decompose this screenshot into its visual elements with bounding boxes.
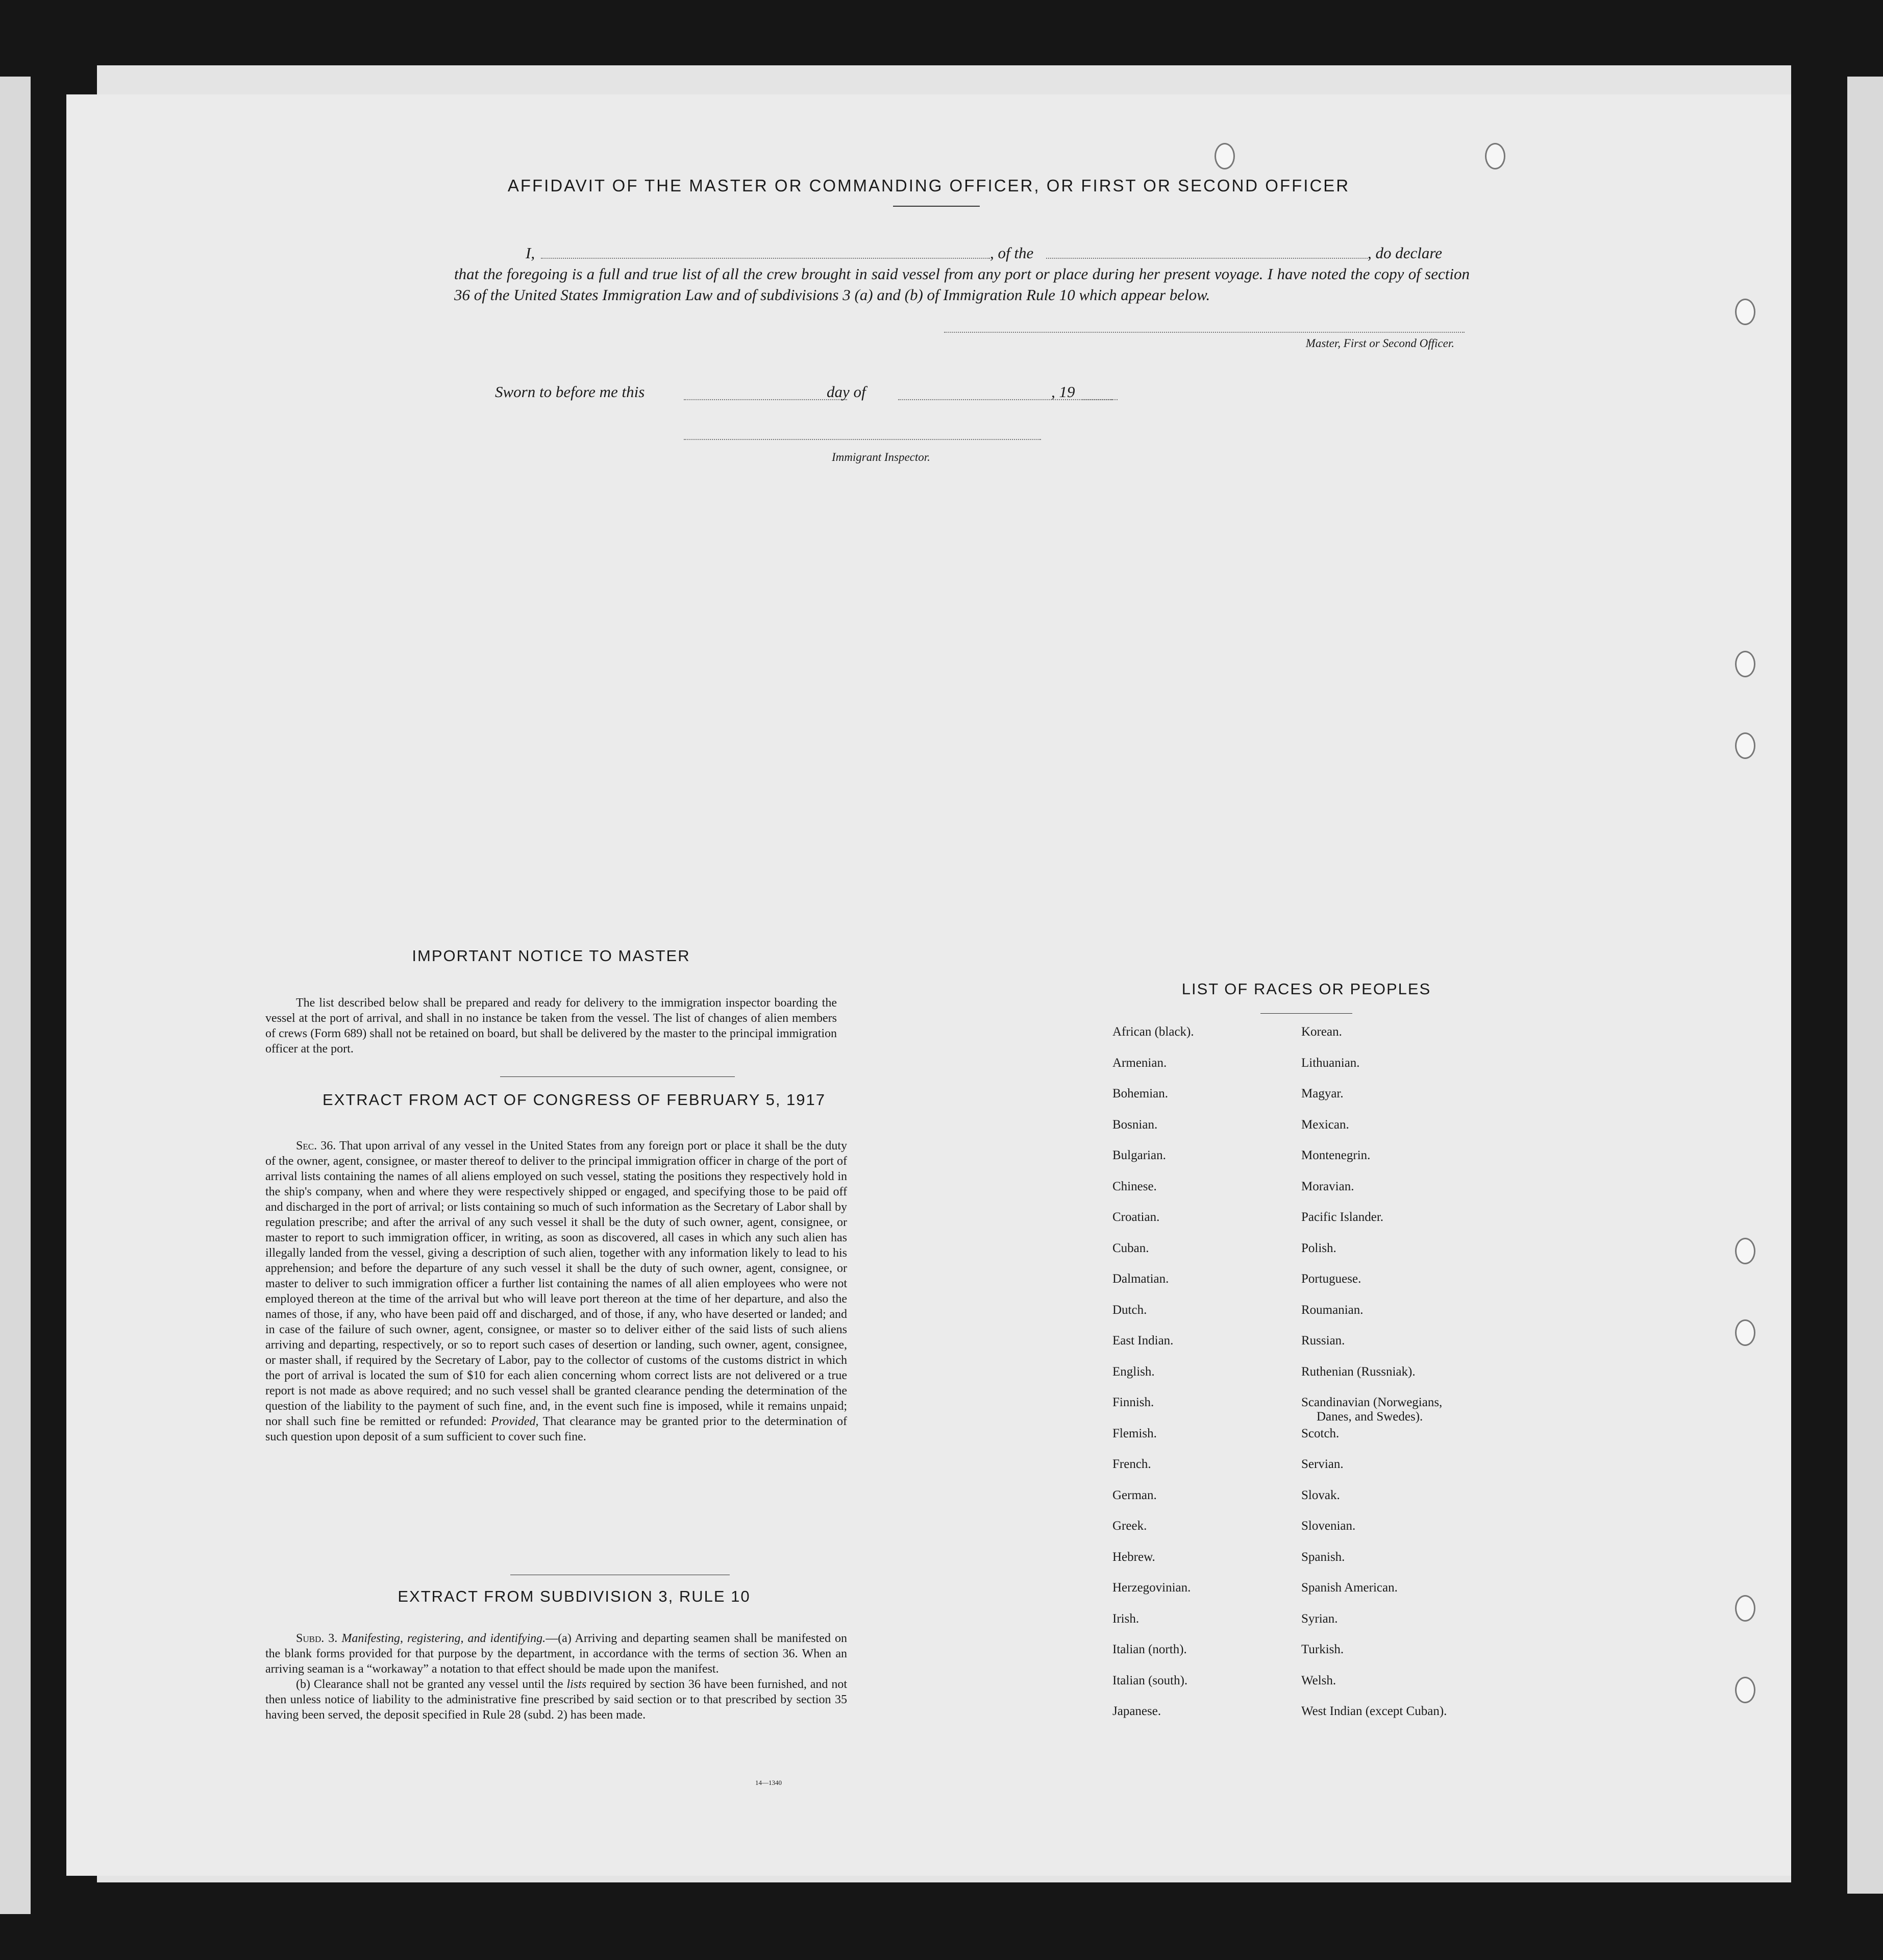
act-body — [265, 1138, 847, 1444]
race-item: Dalmatian. — [1112, 1272, 1169, 1286]
race-item: Cuban. — [1112, 1241, 1149, 1255]
affidavit-title-rule — [893, 206, 980, 207]
binder-hole-top-1 — [1215, 143, 1235, 169]
race-item: Armenian. — [1112, 1056, 1167, 1070]
race-item: Montenegrin. — [1301, 1148, 1371, 1162]
race-item: Lithuanian. — [1301, 1056, 1360, 1070]
race-item: Turkish. — [1301, 1643, 1344, 1656]
sworn-month-blank[interactable] — [898, 399, 1112, 400]
binder-hole-right-2 — [1735, 651, 1755, 677]
notice-rule — [500, 1076, 735, 1077]
race-item: Mexican. — [1301, 1117, 1349, 1132]
race-item: Servian. — [1301, 1457, 1344, 1471]
sworn-year: , 19 — [1051, 383, 1075, 401]
race-item: West Indian (except Cuban). — [1301, 1704, 1447, 1718]
binder-hole-right-7 — [1735, 1677, 1755, 1703]
races-title-rule — [1260, 1013, 1352, 1014]
race-item: Irish. — [1112, 1611, 1139, 1626]
affidavit-of-the: , of the — [990, 244, 1034, 262]
form-number: 14—1340 — [755, 1779, 782, 1786]
act-title: EXTRACT FROM ACT OF CONGRESS OF FEBRUARY 5, 1917 — [322, 1091, 826, 1109]
race-item: Russian. — [1301, 1334, 1345, 1348]
race-item: Bulgarian. — [1112, 1148, 1166, 1162]
act-provided-text: That clearance may be granted prior to the determination of such question upon deposit of a sum sufficient to cover such fine. — [265, 1415, 847, 1443]
race-item: Bosnian. — [1112, 1117, 1158, 1132]
race-item: French. — [1112, 1457, 1151, 1471]
adjacent-page-right-edge — [1847, 77, 1883, 1894]
binder-hole-top-2 — [1485, 143, 1505, 169]
adjacent-page-left-edge — [0, 77, 31, 1914]
name-blank[interactable] — [541, 258, 990, 259]
act-section-label: Sec. 36. — [296, 1139, 336, 1153]
race-item: Dutch. — [1112, 1303, 1147, 1317]
sworn-year-blank[interactable] — [1082, 399, 1118, 400]
rule-title: EXTRACT FROM SUBDIVISION 3, RULE 10 — [398, 1587, 751, 1605]
race-item: African (black). — [1112, 1025, 1194, 1039]
rule-part-b-label: (b) — [296, 1678, 310, 1691]
affidavit-statement — [454, 242, 1470, 305]
inspector-signature-blank[interactable] — [684, 439, 1041, 440]
race-item: Croatian. — [1112, 1210, 1160, 1224]
binder-hole-right-1 — [1735, 299, 1755, 325]
race-item: Ruthenian (Russniak). — [1301, 1364, 1416, 1379]
race-item: German. — [1112, 1488, 1157, 1502]
race-item: East Indian. — [1112, 1334, 1174, 1348]
race-item: Polish. — [1301, 1241, 1336, 1255]
binder-hole-right-3 — [1735, 732, 1755, 759]
race-item: Herzegovinian. — [1112, 1581, 1191, 1595]
rule-subd-label: Subd. 3. — [296, 1632, 338, 1645]
notice-body: The list described below shall be prepared and ready for delivery to the immigration inspector boarding the vessel at the port of arrival, and shall in no instance be taken from the vessel. The list of changes of alien members of crews (Form 689) shall not be retained on board, but shall be delivered by the master to the principal immigration officer at the port. — [265, 996, 837, 1056]
race-item: Slovak. — [1301, 1488, 1340, 1502]
race-item: Scandinavian (Norwegians, — [1301, 1395, 1443, 1409]
vessel-blank[interactable] — [1046, 258, 1368, 259]
rule-part-b-lists: lists — [566, 1678, 587, 1691]
race-item: Pacific Islander. — [1301, 1210, 1384, 1224]
affidavit-i: I, — [526, 244, 535, 262]
signature-blank[interactable] — [944, 332, 1465, 333]
inspector-caption: Immigrant Inspector. — [832, 451, 930, 463]
binder-hole-right-5 — [1735, 1319, 1755, 1346]
race-item: Scotch. — [1301, 1426, 1340, 1440]
races-title: LIST OF RACES OR PEOPLES — [1181, 980, 1431, 998]
notice-title: IMPORTANT NOTICE TO MASTER — [412, 947, 690, 965]
race-item: Moravian. — [1301, 1179, 1354, 1193]
race-item: Welsh. — [1301, 1673, 1336, 1687]
document-page — [66, 94, 1791, 1876]
race-item: Japanese. — [1112, 1704, 1161, 1718]
affidavit-do-declare: , do declare — [1368, 244, 1443, 262]
race-item: English. — [1112, 1364, 1155, 1379]
rule-part-b-text-1: Clearance shall not be granted any vessel until the — [313, 1678, 563, 1691]
sworn-prefix: Sworn to before me this — [495, 383, 645, 401]
race-item: Magyar. — [1301, 1087, 1344, 1100]
race-item: Bohemian. — [1112, 1087, 1169, 1100]
binder-hole-right-6 — [1735, 1595, 1755, 1622]
binder-hole-right-4 — [1735, 1238, 1755, 1264]
race-item: Italian (north). — [1112, 1643, 1187, 1656]
race-item: Korean. — [1301, 1025, 1342, 1039]
race-item: Slovenian. — [1301, 1519, 1356, 1533]
race-item: Syrian. — [1301, 1611, 1338, 1626]
rule-subd-heading: Manifesting, registering, and identifying. — [341, 1632, 546, 1645]
race-item: Flemish. — [1112, 1426, 1157, 1440]
sworn-day-of: day of — [827, 383, 866, 401]
affidavit-declaration-line — [454, 242, 1470, 263]
race-item: Roumanian. — [1301, 1303, 1364, 1317]
race-item: Danes, and Swedes). — [1317, 1410, 1423, 1424]
race-item: Italian (south). — [1112, 1673, 1188, 1687]
race-item: Chinese. — [1112, 1179, 1157, 1193]
signature-caption: Master, First or Second Officer. — [1305, 337, 1454, 350]
affidavit-title: AFFIDAVIT OF THE MASTER OR COMMANDING OFFICER, OR FIRST OR SECOND OFFICER — [507, 176, 1350, 195]
race-item: Hebrew. — [1112, 1550, 1155, 1564]
race-item: Spanish. — [1301, 1550, 1345, 1564]
rule-part-b-text-2: required by section 36 have been furnished, and not then unless notice of liability to the administrative fine prescribed by said section or to that prescribed by section 35 having been served, the deposit specified in Rule 28 (subd. 2) has been made. — [265, 1678, 848, 1722]
rule-part-a-label: —(a) — [546, 1632, 572, 1645]
race-item: Finnish. — [1112, 1395, 1154, 1409]
race-item: Spanish American. — [1301, 1581, 1398, 1595]
race-item: Portuguese. — [1301, 1272, 1361, 1286]
act-section-text: That upon arrival of any vessel in the United States from any foreign port or place it shall be the duty of the owner, agent, consignee, or master thereof to deliver to the principal immigration officer in charge of the port of arrival lists containing the names of all aliens employed on such vessel, stating the positions they respectively hold in the ship's company, when and where they were respectively shipped or engaged, and specifying those to be paid off and discharged in the port of arrival; or lists containing so much of such information as the Secretary of Labor shall by regulation prescribe; and after the arrival of any such vessel it shall be the duty of such owner, agent, consignee, or master to report to such immigration officer, in writing, as soon as discovered, all cases in which any such alien has illegally landed from the vessel, giving a description of such alien, together with any information likely to lead to his apprehension; and before the departure of any such vessel it shall be the duty of such owner, agent, consignee, or master to deliver to such immigration officer a further list containing the names of all alien employees who were not employed thereon at the time of the arrival but who will leave port thereon at the time of her departure, and also the names of those, if any, who have been paid off and discharged, and of those, if any, who have deserted or landed; and in case of the failure of such owner, agent, consignee, or master so to deliver either of the said lists of such aliens arriving and departing, respectively, or so to report such cases of desertion or landing, such owner, agent, consignee, or master shall, if required by the Secretary of Labor, pay to the collector of customs of the customs district in which the port of arrival is located the sum of $10 for each alien concerning whom correct lists are not delivered or a true report is not made as above required; and no such vessel shall be granted clearance pending the determination of the question of the liability to the payment of such fine, and, in the event such fine is imposed, while it remains unpaid; nor shall such fine be remitted or refunded: — [265, 1139, 847, 1428]
race-item: Greek. — [1112, 1519, 1147, 1533]
sworn-day-blank[interactable] — [684, 399, 847, 400]
act-provided-label: Provided, — [491, 1415, 539, 1428]
rule-body — [265, 1631, 847, 1723]
affidavit-body: that the foregoing is a full and true list of all the crew brought in said vessel from any port or place during her present voyage. I have noted the copy of section 36 of the United States Immigration Law and of subdivisions 3 (a) and (b) of Immigration Rule 10 which appear below. — [454, 265, 1470, 304]
rule-part-a-text: Arriving and departing seamen shall be manifested on the blank forms provided for that purpose by the department, in accordance with the terms of section 36. When an arriving seaman is a “workaway” a notation to that effect should be made upon the manifest. — [265, 1632, 847, 1676]
